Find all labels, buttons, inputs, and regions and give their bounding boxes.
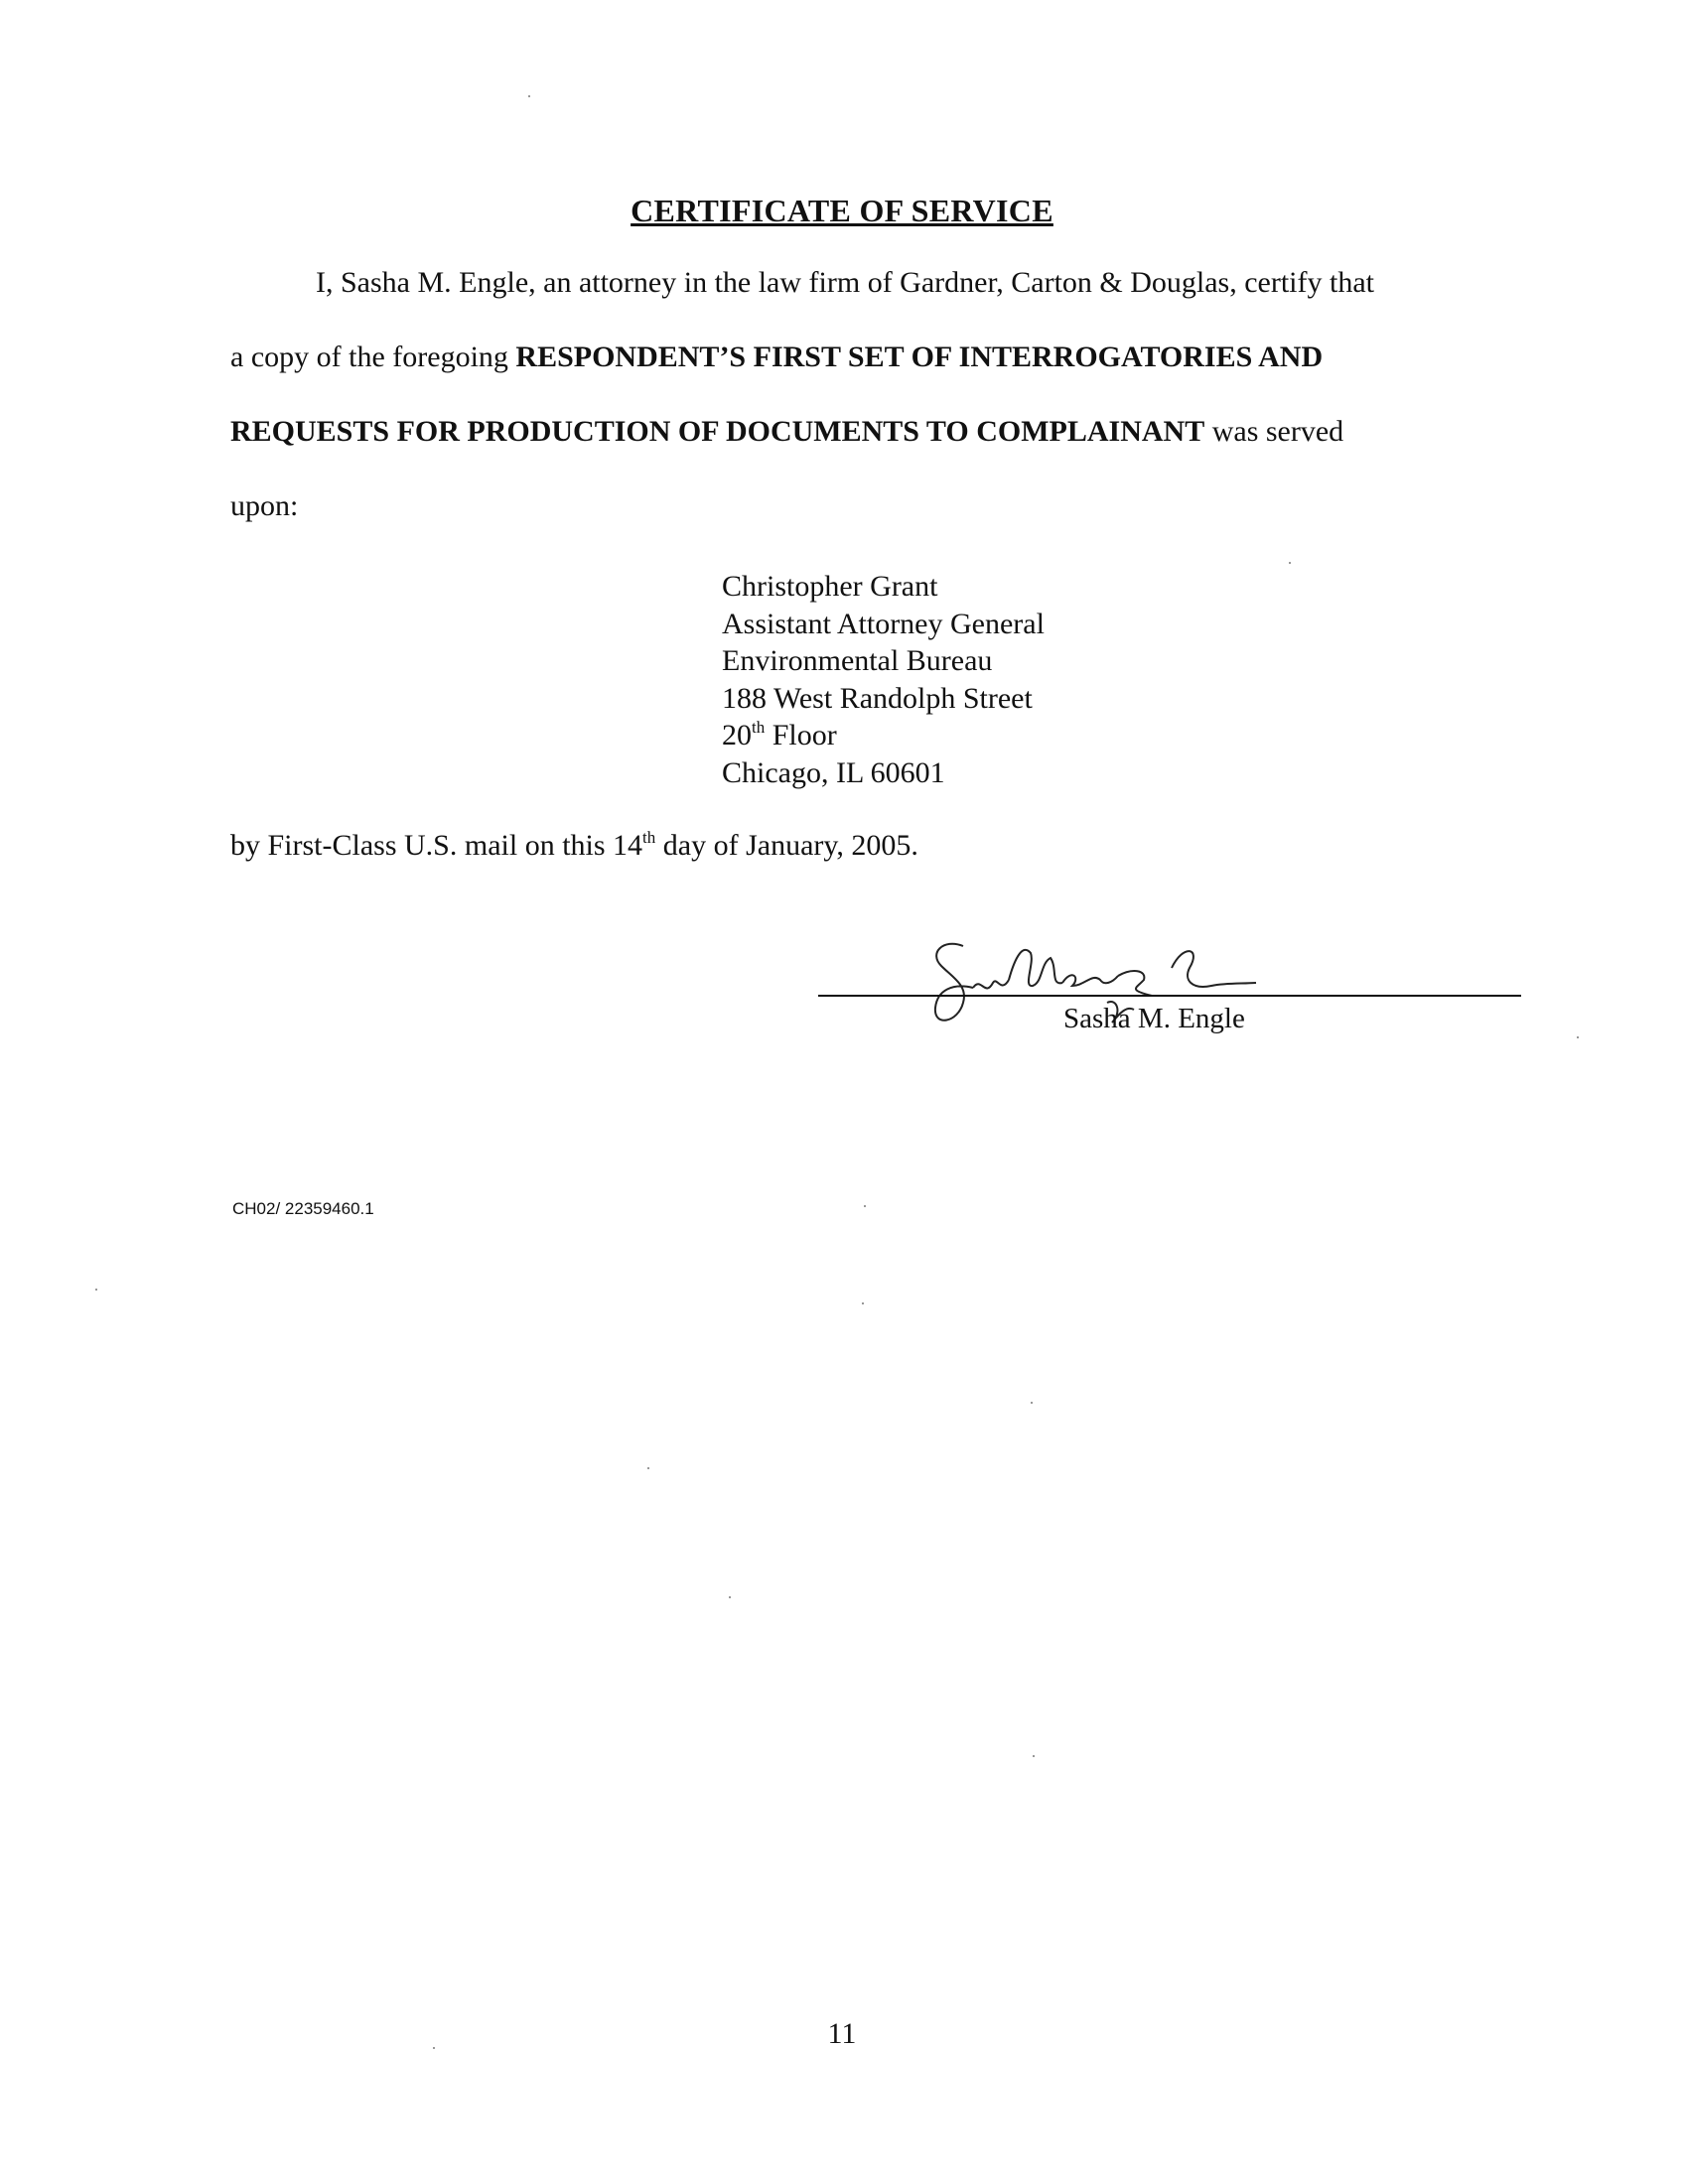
recipient-title: Assistant Attorney General	[722, 607, 1045, 640]
scan-speck	[1033, 1755, 1035, 1757]
document-id: CH02/ 22359460.1	[232, 1199, 374, 1218]
floor-number: 20	[722, 719, 752, 751]
body-line-2-text: a copy of the foregoing	[230, 341, 516, 373]
service-day-suffix: th	[642, 828, 656, 847]
body-line-1: I, Sasha M. Engle, an attorney in the law firm of Gardner, Carton & Douglas, certify that	[316, 266, 1374, 299]
scan-speck	[862, 1302, 864, 1304]
body-line-2	[230, 341, 1323, 374]
floor-word: Floor	[765, 719, 837, 751]
recipient-address	[722, 568, 1045, 791]
recipient-name: Christopher Grant	[722, 570, 938, 603]
scan-speck	[528, 95, 530, 97]
signatory-name: Sasha M. Engle	[1063, 1003, 1245, 1034]
scan-speck	[95, 1289, 97, 1291]
service-text-pre: by First-Class U.S. mail on this 14	[230, 829, 643, 862]
service-text-post: day of January, 2005.	[655, 829, 918, 862]
document-title-part-2: REQUESTS FOR PRODUCTION OF DOCUMENTS TO COMPLAINANT	[230, 415, 1205, 448]
scan-speck	[433, 2047, 435, 2049]
scan-speck	[1577, 1036, 1579, 1038]
signature-line	[818, 995, 1521, 997]
scan-speck	[1289, 562, 1291, 564]
recipient-city: Chicago, IL 60601	[722, 755, 945, 789]
scan-speck	[647, 1467, 649, 1469]
service-line	[230, 829, 918, 863]
recipient-floor	[722, 717, 1045, 754]
recipient-street: 188 West Randolph Street	[722, 681, 1033, 715]
scan-speck	[864, 1205, 866, 1207]
document-title-part-1: RESPONDENT’S FIRST SET OF INTERROGATORIES AND	[515, 341, 1324, 373]
page-number: 11	[827, 2017, 857, 2050]
body-line-4: upon:	[230, 489, 299, 522]
page-title: CERTIFICATE OF SERVICE	[631, 193, 1053, 228]
floor-suffix: th	[752, 718, 766, 737]
scan-speck	[1031, 1402, 1033, 1404]
scan-speck	[729, 1596, 731, 1598]
body-line-3	[230, 415, 1343, 449]
recipient-bureau: Environmental Bureau	[722, 644, 993, 677]
body-line-3-text: was served	[1204, 415, 1344, 448]
